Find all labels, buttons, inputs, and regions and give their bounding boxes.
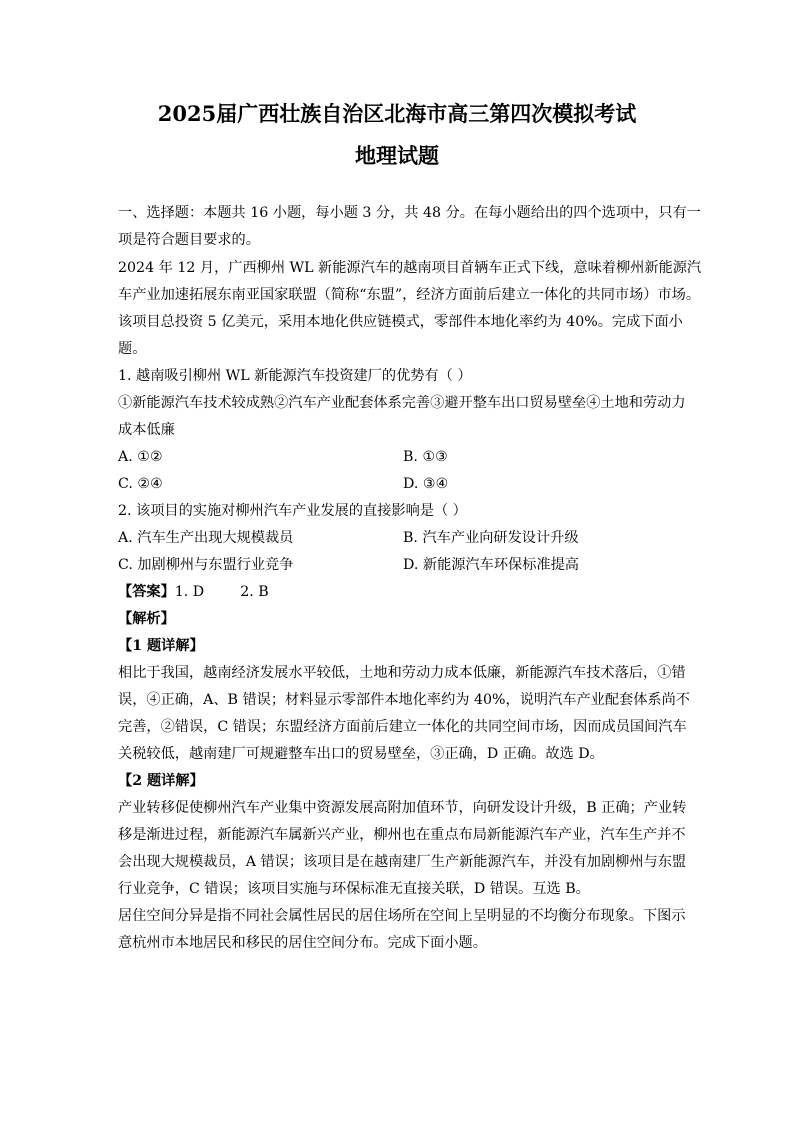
passage-2-line: 意杭州市本地居民和移民的居住空间分布。完成下面小题。 bbox=[118, 935, 487, 951]
detail-2-line: 会出现大规模裁员，A 错误；该项目是在越南建厂生产新能源汽车，并没有加剧柳州与东盟 bbox=[118, 854, 687, 870]
detail-1-line: 关税较低，越南建厂可规避整车出口的贸易壁垒，③正确，D 正确。故选 D。 bbox=[118, 746, 604, 762]
detail-1-label: 【1 题详解】 bbox=[118, 638, 204, 654]
question-1-stem: 1. 越南吸引柳州 WL 新能源汽车投资建厂的优势有（ ） bbox=[118, 368, 472, 384]
question-1-items: ①新能源汽车技术较成熟②汽车产业配套体系完善③避开整车出口贸易壁垒④土地和劳动力 bbox=[118, 395, 686, 411]
question-1-option-a: A. ①② bbox=[118, 449, 163, 465]
detail-2-label: 【2 题详解】 bbox=[118, 773, 204, 789]
detail-2-line: 产业转移促使柳州汽车产业集中资源发展高附加值环节，向研发设计升级，B 正确；产业转 bbox=[118, 800, 687, 816]
question-1-option-b: B. ①③ bbox=[403, 449, 448, 465]
passage-line: 该项目总投资 5 亿美元，采用本地化供应链模式，零部件本地化率约为 40%。完成下面小 bbox=[118, 314, 683, 330]
passage-line: 题。 bbox=[118, 341, 147, 357]
detail-2-line: 行业竞争，C 错误；该项目实施与环保标准无直接关联，D 错误。互选 B。 bbox=[118, 881, 590, 897]
intro-line: 一、选择题：本题共 16 小题，每小题 3 分，共 48 分。在每小题给出的四个选项中，只有一 bbox=[118, 205, 701, 221]
question-2-option-d: D. 新能源汽车环保标准提高 bbox=[403, 557, 579, 573]
detail-2-line: 移是渐进过程，新能源汽车属新兴产业，柳州也在重点布局新能源汽车产业，汽车生产并不 bbox=[118, 827, 686, 843]
intro-line: 项是符合题目要求的。 bbox=[118, 232, 260, 248]
question-1-items: 成本低廉 bbox=[118, 422, 175, 438]
question-2-option-c: C. 加剧柳州与东盟行业竞争 bbox=[118, 557, 294, 573]
detail-1-line: 相比于我国，越南经济发展水平较低，土地和劳动力成本低廉，新能源汽车技术落后，①错 bbox=[118, 665, 686, 681]
answer-text: 1. D 2. B bbox=[174, 584, 269, 600]
page-subtitle: 地理试题 bbox=[355, 143, 439, 168]
question-2-option-b: B. 汽车产业向研发设计升级 bbox=[403, 530, 579, 546]
analysis-label: 【解析】 bbox=[118, 611, 175, 627]
question-1-option-d: D. ③④ bbox=[403, 476, 449, 492]
detail-1-line: 完善，②错误，C 错误；东盟经济方面前后建立一体化的共同空间市场，因而成员国间汽车 bbox=[118, 719, 687, 735]
passage-line: 2024 年 12 月，广西柳州 WL 新能源汽车的越南项目首辆车正式下线，意味着柳州新能源汽 bbox=[118, 260, 702, 276]
answer-label: 【答案】 bbox=[118, 584, 175, 600]
passage-2-line: 居住空间分异是指不同社会属性居民的居住场所在空间上呈明显的不均衡分布现象。下图示 bbox=[118, 908, 686, 924]
answer-line bbox=[118, 582, 269, 602]
question-2-stem: 2. 该项目的实施对柳州汽车产业发展的直接影响是（ ） bbox=[118, 503, 467, 519]
passage-line: 车产业加速拓展东南亚国家联盟（简称“东盟”，经济方面前后建立一体化的共同市场）市场。 bbox=[118, 287, 701, 303]
question-2-option-a: A. 汽车生产出现大规模裁员 bbox=[118, 530, 294, 546]
page-title: 2025届广西壮族自治区北海市高三第四次模拟考试 bbox=[157, 101, 637, 126]
detail-1-line: 误，④正确，A、B 错误；材料显示零部件本地化率约为 40%，说明汽车产业配套体系尚不 bbox=[118, 692, 690, 708]
question-1-option-c: C. ②④ bbox=[118, 476, 163, 492]
